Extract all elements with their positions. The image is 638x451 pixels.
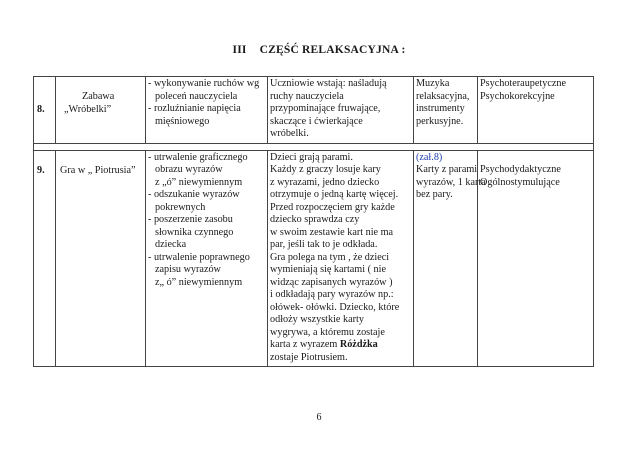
keyword-rozdzka: Różdżka — [339, 339, 378, 350]
course-line — [270, 339, 411, 352]
method-line — [480, 152, 591, 165]
row-number: 8. — [34, 77, 56, 144]
course-line: Przed rozpoczęciem gry każde — [270, 201, 395, 213]
goal-line: z „ó” niewymiennym — [155, 176, 243, 188]
goal-line: - poszerzenie zasobu — [148, 214, 233, 225]
method-line: Ogólnostymulujące — [480, 176, 560, 188]
course-line: skaczące i ćwierkające — [270, 115, 363, 127]
course-line: dziecko sprawdza czy — [270, 214, 360, 225]
course-line: ołówek- ołówki. Dziecko, które — [270, 301, 400, 313]
course-line: par, jeśli tak to je odkłada. — [270, 239, 378, 250]
course-line: w swoim zestawie kart nie ma — [270, 226, 394, 238]
material-line: Muzyka — [416, 78, 450, 89]
method-line: Psychokorekcyjne — [480, 90, 555, 102]
course-line: Uczniowie wstają: naśladują — [270, 78, 387, 89]
table-row — [34, 150, 594, 367]
activity-name-line: Zabawa — [82, 91, 115, 102]
methods-cell — [478, 150, 594, 367]
materials-cell — [414, 150, 486, 367]
material-line: Karty z parami — [416, 164, 478, 175]
goal-line: z„ ó” niewymiennym — [155, 276, 243, 288]
activity-name-line: Gra w „ Piotrusia” — [60, 164, 136, 176]
course-line: Każdy z graczy losuje kary — [270, 164, 381, 175]
row-spacer — [34, 143, 594, 150]
goal-line: - rozluźnianie napięcia — [148, 103, 241, 114]
row-number: 9. — [34, 150, 56, 367]
goal-line: poleceń nauczyciela — [155, 90, 238, 102]
goal-line: obrazu wyrazów — [155, 164, 223, 175]
attachment-reference: (zał.8) — [416, 151, 443, 163]
course-line: ruchy nauczyciela — [270, 90, 344, 102]
goals-cell — [146, 77, 268, 144]
course-cell — [268, 150, 414, 367]
spacer-cell — [34, 143, 594, 150]
material-line: instrumenty — [416, 103, 465, 114]
section-title: CZĘŚĆ RELAKSACYJNA : — [259, 44, 406, 56]
course-line: z wyrazami, jedno dziecko — [270, 176, 380, 188]
table-row — [34, 77, 594, 144]
section-roman-numeral: III — [232, 44, 247, 56]
goal-line: słownika czynnego — [155, 226, 234, 238]
section-heading — [0, 44, 638, 56]
course-cell — [268, 77, 414, 144]
course-line: otrzymuje o jedną kartę więcej. — [270, 189, 399, 200]
course-line: i odkładają pary wyrazów np.: — [270, 289, 394, 300]
course-line: wymieniają się kartami ( nie — [270, 264, 386, 275]
goal-line: mięśniowego — [155, 115, 210, 127]
course-line-prefix: karta z wyrazem — [270, 339, 340, 350]
page-number: 6 — [316, 412, 322, 423]
lesson-plan-table — [33, 76, 594, 367]
material-line: relaksacyjna, — [416, 90, 470, 102]
goal-line: - utrwalenie poprawnego — [148, 251, 250, 263]
activity-name-cell — [56, 77, 146, 144]
methods-cell — [478, 77, 594, 144]
course-line: wygrywa, a któremu zostaje — [270, 326, 385, 338]
method-line: Psychodydaktyczne — [480, 164, 561, 175]
goals-cell — [146, 150, 268, 367]
materials-cell — [414, 77, 478, 144]
goal-line: - odszukanie wyrazów — [148, 189, 240, 200]
course-line: Dzieci grają parami. — [270, 151, 353, 163]
method-line: Psychoteraupetyczne — [480, 78, 566, 89]
activity-name-line: „Wróbelki” — [64, 103, 112, 115]
material-line: wyrazów, 1 karta — [416, 176, 486, 188]
course-line: wróbelki. — [270, 128, 309, 139]
goal-line: dziecka — [155, 239, 187, 250]
material-line: perkusyjne. — [416, 115, 464, 127]
goal-line: - utrwalenie graficznego — [148, 151, 248, 163]
activity-name-cell — [56, 150, 146, 367]
goal-line: pokrewnych — [155, 201, 206, 213]
course-line: odłoży wszystkie karty — [270, 314, 364, 325]
material-line: bez pary. — [416, 189, 453, 200]
course-line: Gra polega na tym , że dzieci — [270, 251, 390, 263]
course-line: widząc zapisanych wyrazów ) — [270, 276, 393, 288]
goal-line: zapisu wyrazów — [155, 264, 221, 275]
course-line: przypominające fruwające, — [270, 103, 381, 114]
goal-line: - wykonywanie ruchów wg — [148, 78, 260, 89]
course-line: zostaje Piotrusiem. — [270, 351, 348, 363]
